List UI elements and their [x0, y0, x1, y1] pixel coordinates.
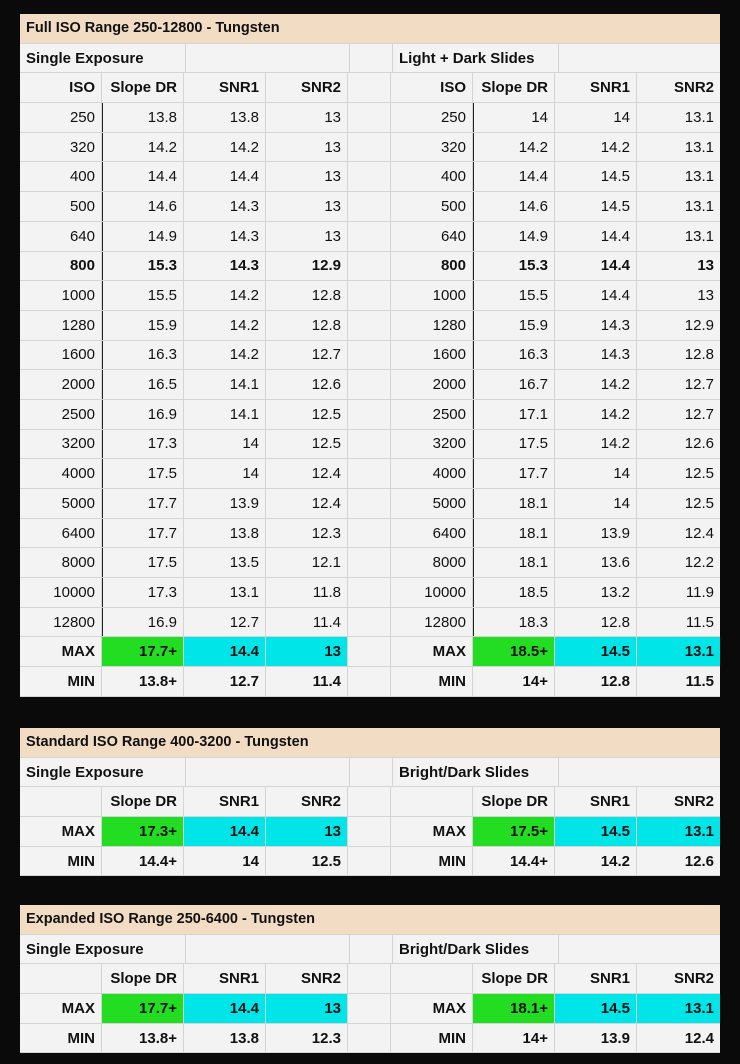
cell-iso-right: 5000 [391, 489, 473, 518]
gap-cell [348, 667, 391, 696]
spacer-cell [186, 935, 350, 964]
cell-snr1-left: 13.5 [184, 548, 266, 577]
cell-snr2-left: 13 [266, 192, 348, 221]
cell-snr1-left: 13.9 [184, 489, 266, 518]
cell-slope-dr-left: 16.9 [102, 608, 184, 637]
table-row [20, 341, 720, 371]
cell-slope-dr-left: 17.7 [102, 489, 184, 518]
spacer-cell [186, 758, 350, 787]
cell-snr1-right: 13.9 [555, 519, 637, 548]
cell-snr2-left: 12.8 [266, 311, 348, 340]
cell-snr1-left: 14.2 [184, 341, 266, 370]
cell-slope-dr-left: 13.8 [102, 103, 184, 132]
cell-slope-dr-right: 14 [473, 103, 555, 132]
min-iso-left: MIN [20, 847, 102, 876]
header-slope-dr-right: Slope DR [473, 964, 555, 993]
gap-cell [348, 578, 391, 607]
cell-slope-dr-right: 15.5 [473, 281, 555, 310]
cell-snr2-right: 11.9 [685, 583, 714, 601]
gap-cell [348, 519, 391, 548]
cell-iso-left: 2500 [20, 400, 102, 429]
cell-slope-dr-right: 14.9 [473, 222, 555, 251]
max-slope-dr-right: 18.1+ [473, 994, 555, 1023]
gap-cell [348, 964, 391, 993]
max-slope-dr-left: 17.3+ [102, 817, 184, 846]
gap-cell [348, 281, 391, 310]
cell-snr1-right: 14.4 [555, 222, 637, 251]
column-header-row [20, 964, 720, 994]
cell-snr1-right: 14 [555, 459, 637, 488]
cell-iso-left: 400 [20, 162, 102, 191]
cell-iso-right: 640 [391, 222, 473, 251]
spacer-cell [559, 758, 720, 787]
table-row [20, 311, 720, 341]
gap-cell [348, 459, 391, 488]
cell-snr1-left: 14.2 [184, 311, 266, 340]
cell-iso-left: 1000 [20, 281, 102, 310]
column-header-row [20, 787, 720, 817]
cell-snr2-left: 12.6 [266, 370, 348, 399]
max-snr2-right: 13.1 [637, 994, 720, 1023]
cell-iso-right: 12800 [391, 608, 473, 637]
cell-snr2-left: 12.5 [266, 430, 348, 459]
section-label-row [20, 44, 720, 74]
table-row [20, 459, 720, 489]
right-section-label: Light + Dark Slides [393, 44, 559, 73]
max-snr1-left: 14.4 [184, 637, 266, 666]
cell-snr2-right: 12.5 [684, 465, 714, 483]
cell-snr2-right: 13.1 [684, 197, 714, 215]
min-snr2-left: 12.5 [266, 847, 348, 876]
max-snr2-right: 13.1 [637, 817, 720, 846]
cell-snr1-right: 14.3 [555, 311, 637, 340]
cell-snr1-left: 13.1 [184, 578, 266, 607]
cell-iso-right: 1280 [391, 311, 473, 340]
gap-cell [350, 935, 393, 964]
table-row [20, 370, 720, 400]
header-slope-dr-right: Slope DR [473, 73, 555, 102]
cell-iso-left: 3200 [20, 430, 102, 459]
table-title: Standard ISO Range 400-3200 - Tungsten [26, 734, 309, 751]
cell-snr2-left: 12.8 [266, 281, 348, 310]
min-slope-dr-right: 14+ [473, 667, 555, 696]
gap-cell [348, 637, 391, 666]
max-snr1-left: 14.4 [184, 994, 266, 1023]
column-header-row [20, 73, 720, 103]
cell-iso-left: 6400 [20, 519, 102, 548]
cell-iso-left: 5000 [20, 489, 102, 518]
table-row [20, 162, 720, 192]
max-slope-dr-right: 17.5+ [473, 817, 555, 846]
gap-cell [348, 162, 391, 191]
cell-snr2-right: 13 [697, 287, 714, 305]
cell-iso-right: 250 [391, 103, 473, 132]
cell-iso-right: 800 [391, 252, 473, 281]
header-snr2-left: SNR2 [266, 964, 348, 993]
table-title-row [20, 905, 720, 935]
cell-snr2-left: 13 [266, 103, 348, 132]
left-section-label: Single Exposure [20, 758, 186, 787]
min-snr2-right: 12.4 [684, 1029, 714, 1047]
cell-snr1-left: 13.8 [184, 519, 266, 548]
table-row [20, 578, 720, 608]
min-slope-dr-left: 13.8+ [102, 1024, 184, 1053]
min-snr1-right: 12.8 [555, 667, 637, 696]
cell-iso-right: 1000 [391, 281, 473, 310]
header-snr1-right: SNR1 [555, 787, 637, 816]
cell-slope-dr-left: 17.5 [102, 548, 184, 577]
header-snr2-right: SNR2 [673, 793, 714, 811]
cell-snr1-right: 14.3 [555, 341, 637, 370]
gap-cell [348, 311, 391, 340]
cell-iso-right: 2000 [391, 370, 473, 399]
cell-snr1-left: 14 [184, 430, 266, 459]
table-title: Full ISO Range 250-12800 - Tungsten [26, 20, 280, 37]
cell-iso-right: 1600 [391, 341, 473, 370]
min-slope-dr-left: 14.4+ [102, 847, 184, 876]
min-row [20, 847, 720, 877]
table-panel-0 [20, 14, 720, 697]
cell-iso-left: 4000 [20, 459, 102, 488]
cell-snr2-right: 13 [697, 257, 714, 275]
cell-iso-left: 500 [20, 192, 102, 221]
cell-snr2-left: 12.1 [266, 548, 348, 577]
cell-iso-left: 320 [20, 133, 102, 162]
cell-snr1-right: 12.8 [555, 608, 637, 637]
cell-snr2-left: 13 [266, 222, 348, 251]
min-snr2-right: 11.5 [685, 672, 714, 690]
cell-snr2-right: 12.6 [684, 435, 714, 453]
max-snr2-right: 13.1 [637, 637, 720, 666]
left-section-label: Single Exposure [20, 44, 186, 73]
gap-cell [348, 73, 391, 102]
min-snr1-left: 13.8 [184, 1024, 266, 1053]
header-iso-left [20, 787, 102, 816]
max-iso-right: MAX [391, 817, 473, 846]
max-row [20, 994, 720, 1024]
cell-snr2-right: 12.8 [684, 346, 714, 364]
table-title: Expanded ISO Range 250-6400 - Tungsten [26, 911, 316, 928]
cell-snr1-right: 14.2 [555, 400, 637, 429]
gap-cell [348, 400, 391, 429]
cell-snr1-left: 14.3 [184, 252, 266, 281]
min-slope-dr-right: 14+ [473, 1024, 555, 1053]
gap-cell [348, 489, 391, 518]
cell-slope-dr-right: 17.7 [473, 459, 555, 488]
gap-cell [348, 1024, 391, 1053]
cell-snr1-left: 14 [184, 459, 266, 488]
cell-slope-dr-right: 14.6 [473, 192, 555, 221]
min-slope-dr-left: 13.8+ [102, 667, 184, 696]
cell-slope-dr-left: 14.9 [102, 222, 184, 251]
cell-snr1-right: 14.2 [555, 370, 637, 399]
cell-slope-dr-left: 14.2 [102, 133, 184, 162]
spacer-cell [559, 44, 720, 73]
cell-iso-left: 800 [20, 252, 102, 281]
cell-snr2-left: 12.7 [266, 341, 348, 370]
max-snr2-left: 13 [266, 817, 348, 846]
section-label-row [20, 935, 720, 965]
cell-slope-dr-left: 17.7 [102, 519, 184, 548]
cell-slope-dr-left: 15.5 [102, 281, 184, 310]
cell-snr1-right: 13.6 [555, 548, 637, 577]
cell-slope-dr-right: 18.1 [473, 489, 555, 518]
cell-snr1-left: 14.1 [184, 400, 266, 429]
cell-iso-right: 4000 [391, 459, 473, 488]
cell-snr1-right: 14.5 [555, 162, 637, 191]
gap-cell [348, 222, 391, 251]
header-snr1-left: SNR1 [184, 787, 266, 816]
min-snr2-right: 12.6 [684, 852, 714, 870]
cell-slope-dr-left: 17.3 [102, 578, 184, 607]
header-snr2-right: SNR2 [673, 970, 714, 988]
min-slope-dr-right: 14.4+ [473, 847, 555, 876]
cell-snr1-right: 14.5 [555, 192, 637, 221]
cell-iso-left: 1280 [20, 311, 102, 340]
cell-snr1-right: 14 [555, 489, 637, 518]
cell-slope-dr-right: 16.3 [473, 341, 555, 370]
max-iso-right: MAX [391, 637, 473, 666]
gap-cell [348, 548, 391, 577]
min-iso-left: MIN [20, 667, 102, 696]
cell-slope-dr-left: 16.9 [102, 400, 184, 429]
cell-snr1-right: 14.4 [555, 281, 637, 310]
cell-slope-dr-left: 15.9 [102, 311, 184, 340]
cell-snr2-left: 12.3 [266, 519, 348, 548]
table-row [20, 222, 720, 252]
cell-slope-dr-right: 14.4 [473, 162, 555, 191]
cell-slope-dr-right: 17.5 [473, 430, 555, 459]
cell-iso-left: 250 [20, 103, 102, 132]
min-snr1-left: 12.7 [184, 667, 266, 696]
cell-snr1-left: 14.2 [184, 281, 266, 310]
table-row [20, 519, 720, 549]
max-row [20, 817, 720, 847]
cell-snr2-right: 13.1 [684, 227, 714, 245]
cell-slope-dr-right: 14.2 [473, 133, 555, 162]
cell-iso-right: 500 [391, 192, 473, 221]
table-row [20, 281, 720, 311]
max-slope-dr-left: 17.7+ [102, 637, 184, 666]
table-row [20, 103, 720, 133]
min-iso-right: MIN [391, 1024, 473, 1053]
cell-snr2-right: 12.7 [684, 376, 714, 394]
min-snr2-left: 12.3 [266, 1024, 348, 1053]
table-row [20, 400, 720, 430]
gap-cell [348, 103, 391, 132]
gap-cell [348, 370, 391, 399]
cell-snr2-right: 12.4 [684, 524, 714, 542]
max-slope-dr-right: 18.5+ [473, 637, 555, 666]
gap-cell [348, 994, 391, 1023]
min-snr1-right: 14.2 [555, 847, 637, 876]
cell-snr1-right: 13.2 [555, 578, 637, 607]
header-slope-dr-left: Slope DR [102, 787, 184, 816]
cell-snr1-left: 14.3 [184, 192, 266, 221]
cell-iso-right: 6400 [391, 519, 473, 548]
max-snr1-right: 14.5 [555, 817, 637, 846]
cell-snr2-right: 12.2 [684, 554, 714, 572]
header-iso-right [391, 787, 473, 816]
cell-iso-left: 8000 [20, 548, 102, 577]
cell-snr2-right: 13.1 [684, 168, 714, 186]
table-row [20, 133, 720, 163]
header-snr2-right: SNR2 [673, 79, 714, 97]
header-iso-left: ISO [20, 73, 102, 102]
gap-cell [348, 252, 391, 281]
cell-snr1-right: 14.2 [555, 430, 637, 459]
cell-snr2-right: 12.7 [684, 405, 714, 423]
cell-snr2-left: 11.4 [266, 608, 348, 637]
header-snr2-left: SNR2 [266, 73, 348, 102]
cell-snr2-right: 12.9 [684, 316, 714, 334]
gap-cell [348, 192, 391, 221]
table-row [20, 608, 720, 638]
right-section-label: Bright/Dark Slides [393, 758, 559, 787]
cell-iso-right: 400 [391, 162, 473, 191]
gap-cell [348, 133, 391, 162]
gap-cell [348, 608, 391, 637]
header-slope-dr-left: Slope DR [102, 964, 184, 993]
cell-snr2-right: 13.1 [684, 108, 714, 126]
cell-slope-dr-right: 15.9 [473, 311, 555, 340]
cell-iso-left: 640 [20, 222, 102, 251]
cell-slope-dr-left: 14.4 [102, 162, 184, 191]
cell-snr1-right: 14.2 [555, 133, 637, 162]
cell-snr2-left: 12.4 [266, 459, 348, 488]
cell-slope-dr-left: 17.3 [102, 430, 184, 459]
cell-snr1-right: 14 [555, 103, 637, 132]
cell-snr1-left: 14.4 [184, 162, 266, 191]
table-row [20, 548, 720, 578]
header-slope-dr-left: Slope DR [102, 73, 184, 102]
header-iso-left [20, 964, 102, 993]
table-row [20, 192, 720, 222]
header-iso-right: ISO [391, 73, 473, 102]
cell-slope-dr-right: 18.1 [473, 548, 555, 577]
max-snr1-left: 14.4 [184, 817, 266, 846]
gap-cell [348, 341, 391, 370]
cell-iso-left: 1600 [20, 341, 102, 370]
cell-snr1-left: 14.1 [184, 370, 266, 399]
table-panel-1 [20, 728, 720, 876]
header-snr2-left: SNR2 [266, 787, 348, 816]
min-row [20, 667, 720, 697]
cell-snr2-left: 13 [266, 133, 348, 162]
max-row [20, 637, 720, 667]
table-row [20, 252, 720, 282]
min-iso-left: MIN [20, 1024, 102, 1053]
cell-iso-left: 10000 [20, 578, 102, 607]
cell-iso-right: 2500 [391, 400, 473, 429]
cell-slope-dr-right: 15.3 [473, 252, 555, 281]
cell-snr2-right: 12.5 [684, 494, 714, 512]
right-section-label: Bright/Dark Slides [393, 935, 559, 964]
max-iso-left: MAX [20, 637, 102, 666]
gap-cell [350, 44, 393, 73]
cell-snr2-left: 12.5 [266, 400, 348, 429]
cell-slope-dr-right: 18.1 [473, 519, 555, 548]
section-label-row [20, 758, 720, 788]
min-snr1-left: 14 [184, 847, 266, 876]
max-slope-dr-left: 17.7+ [102, 994, 184, 1023]
table-row [20, 489, 720, 519]
cell-snr1-left: 14.3 [184, 222, 266, 251]
spacer-cell [559, 935, 720, 964]
cell-iso-right: 8000 [391, 548, 473, 577]
gap-cell [348, 787, 391, 816]
cell-iso-right: 320 [391, 133, 473, 162]
cell-snr2-right: 13.1 [684, 138, 714, 156]
cell-slope-dr-left: 16.3 [102, 341, 184, 370]
cell-slope-dr-right: 18.5 [473, 578, 555, 607]
min-snr2-left: 11.4 [266, 667, 348, 696]
cell-iso-left: 12800 [20, 608, 102, 637]
min-snr1-right: 13.9 [555, 1024, 637, 1053]
left-section-label: Single Exposure [20, 935, 186, 964]
min-row [20, 1024, 720, 1054]
table-title-row [20, 14, 720, 44]
cell-iso-right: 3200 [391, 430, 473, 459]
cell-snr2-right: 11.5 [685, 613, 714, 631]
gap-cell [348, 817, 391, 846]
spacer-cell [186, 44, 350, 73]
gap-cell [348, 430, 391, 459]
cell-slope-dr-left: 15.3 [102, 252, 184, 281]
cell-slope-dr-left: 14.6 [102, 192, 184, 221]
cell-snr2-left: 12.9 [266, 252, 348, 281]
cell-slope-dr-right: 17.1 [473, 400, 555, 429]
min-iso-right: MIN [391, 847, 473, 876]
gap-cell [348, 847, 391, 876]
header-snr1-right: SNR1 [555, 73, 637, 102]
cell-slope-dr-left: 16.5 [102, 370, 184, 399]
max-iso-left: MAX [20, 994, 102, 1023]
max-iso-right: MAX [391, 994, 473, 1023]
cell-slope-dr-right: 18.3 [473, 608, 555, 637]
header-iso-right [391, 964, 473, 993]
max-snr2-left: 13 [266, 994, 348, 1023]
max-snr2-left: 13 [266, 637, 348, 666]
header-snr1-left: SNR1 [184, 73, 266, 102]
cell-snr1-left: 14.2 [184, 133, 266, 162]
cell-iso-right: 10000 [391, 578, 473, 607]
cell-slope-dr-right: 16.7 [473, 370, 555, 399]
table-row [20, 430, 720, 460]
max-snr1-right: 14.5 [555, 637, 637, 666]
header-snr1-right: SNR1 [555, 964, 637, 993]
cell-snr2-left: 11.8 [266, 578, 348, 607]
table-panel-2 [20, 905, 720, 1053]
min-iso-right: MIN [391, 667, 473, 696]
max-snr1-right: 14.5 [555, 994, 637, 1023]
max-iso-left: MAX [20, 817, 102, 846]
cell-snr2-left: 13 [266, 162, 348, 191]
gap-cell [350, 758, 393, 787]
cell-snr1-right: 14.4 [555, 252, 637, 281]
header-slope-dr-right: Slope DR [473, 787, 555, 816]
cell-snr2-left: 12.4 [266, 489, 348, 518]
cell-snr1-left: 13.8 [184, 103, 266, 132]
cell-snr1-left: 12.7 [184, 608, 266, 637]
cell-slope-dr-left: 17.5 [102, 459, 184, 488]
header-snr1-left: SNR1 [184, 964, 266, 993]
table-title-row [20, 728, 720, 758]
cell-iso-left: 2000 [20, 370, 102, 399]
